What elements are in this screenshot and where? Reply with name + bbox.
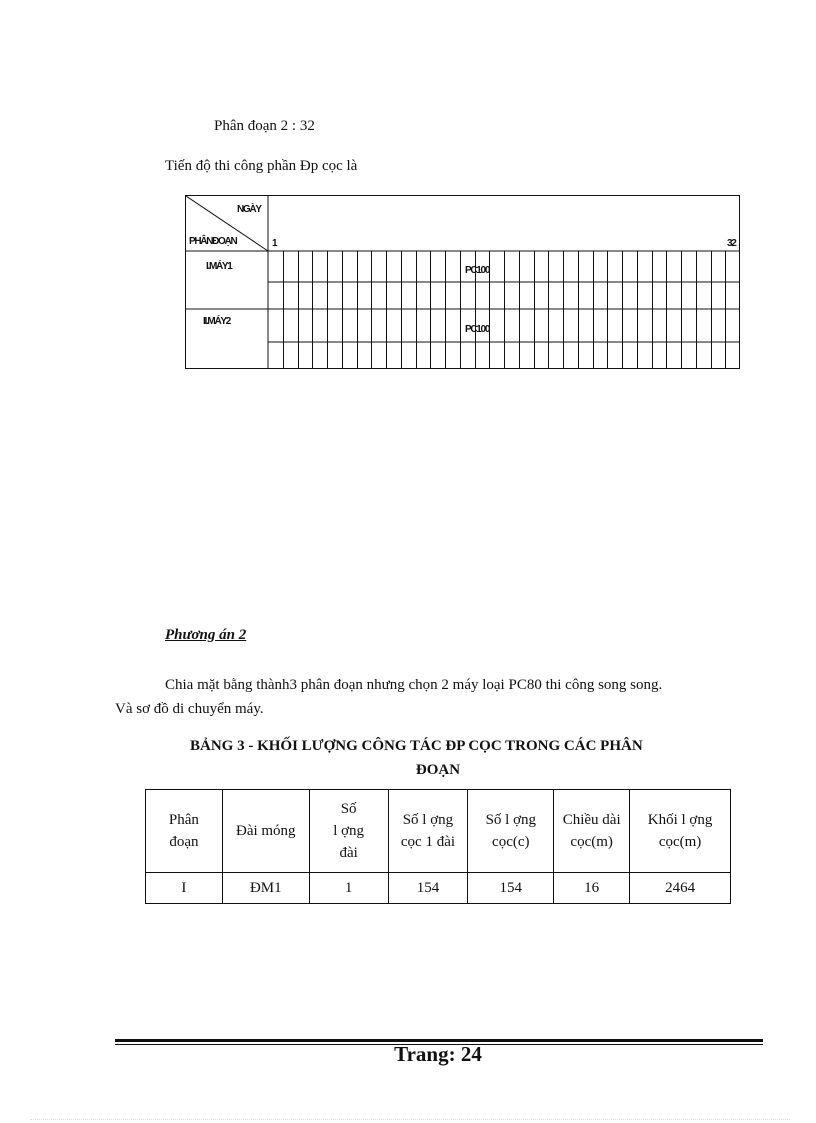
table-header-text: cọc(m) [658, 834, 702, 850]
table-header-text: đoạn [169, 834, 199, 850]
machine-2-task: PC100 [465, 324, 490, 335]
table-header-cell [309, 790, 388, 873]
table-header-row [146, 790, 731, 873]
table-row [146, 873, 731, 904]
machine-1-task: PC100 [465, 265, 490, 276]
table-header-text: cọc(m) [570, 834, 613, 850]
table-cell: 154 [468, 873, 554, 904]
table-header-text: Phân [168, 812, 199, 828]
table-cell: ĐM1 [222, 873, 309, 904]
table-header-cell [146, 790, 223, 873]
table-header-text: cọc 1 đài [400, 834, 456, 850]
phase-2-count: Phân đoạn 2 : 32 [214, 118, 315, 134]
table-header-text: cọc(c) [492, 834, 530, 850]
header-day-label: NGÀY [237, 204, 261, 215]
table-header-cell [554, 790, 630, 873]
header-phase-label: PHÂNĐOẠN [189, 236, 237, 247]
table-cell: 1 [309, 873, 388, 904]
table-header-cell [468, 790, 554, 873]
page-bottom-border [30, 1119, 790, 1120]
table-title-line1: BẢNG 3 - KHỐI LƯỢNG CÔNG TÁC ĐP CỌC TRONG CÁC PHÂN [190, 738, 643, 754]
table-header-cell [222, 790, 309, 873]
schedule-gridlines [186, 196, 741, 370]
section-paragraph-line2: Và sơ đồ di chuyển máy. [115, 701, 264, 717]
table-header-text: Đài móng [235, 823, 296, 839]
machine-1-label: I.MÁY1 [206, 261, 232, 272]
table-header-text: đài [339, 845, 358, 861]
day-end: 32 [727, 238, 736, 249]
table-header-text: Chiều dài [562, 812, 621, 828]
table-header-text: Số [340, 801, 357, 817]
schedule-intro: Tiến độ thi công phần Đp cọc là [165, 158, 358, 174]
table-cell: I [146, 873, 223, 904]
table-cell: 154 [388, 873, 468, 904]
table-header-text: Số l ợng [402, 812, 454, 828]
table-title-line2: ĐOẠN [415, 762, 461, 778]
table-header-cell [630, 790, 731, 873]
page-number: Trang: 24 [394, 1042, 482, 1066]
section-heading: Phương án 2 [165, 627, 247, 643]
table-header-text: Số l ợng [485, 812, 537, 828]
day-start: 1 [272, 238, 277, 249]
table-header-cell [388, 790, 468, 873]
table-cell: 2464 [630, 873, 731, 904]
schedule-chart [185, 195, 740, 369]
table-cell: 16 [554, 873, 630, 904]
section-paragraph-line1: Chia mặt bằng thành3 phân đoạn nhưng chọn 2 máy loại PC80 thi công song song. [165, 677, 663, 693]
quantity-table [145, 789, 731, 904]
table-header-text: Khối l ợng [647, 812, 713, 828]
table-header-text: l ợng [333, 823, 365, 839]
machine-2-label: II.MÁY2 [203, 316, 231, 327]
